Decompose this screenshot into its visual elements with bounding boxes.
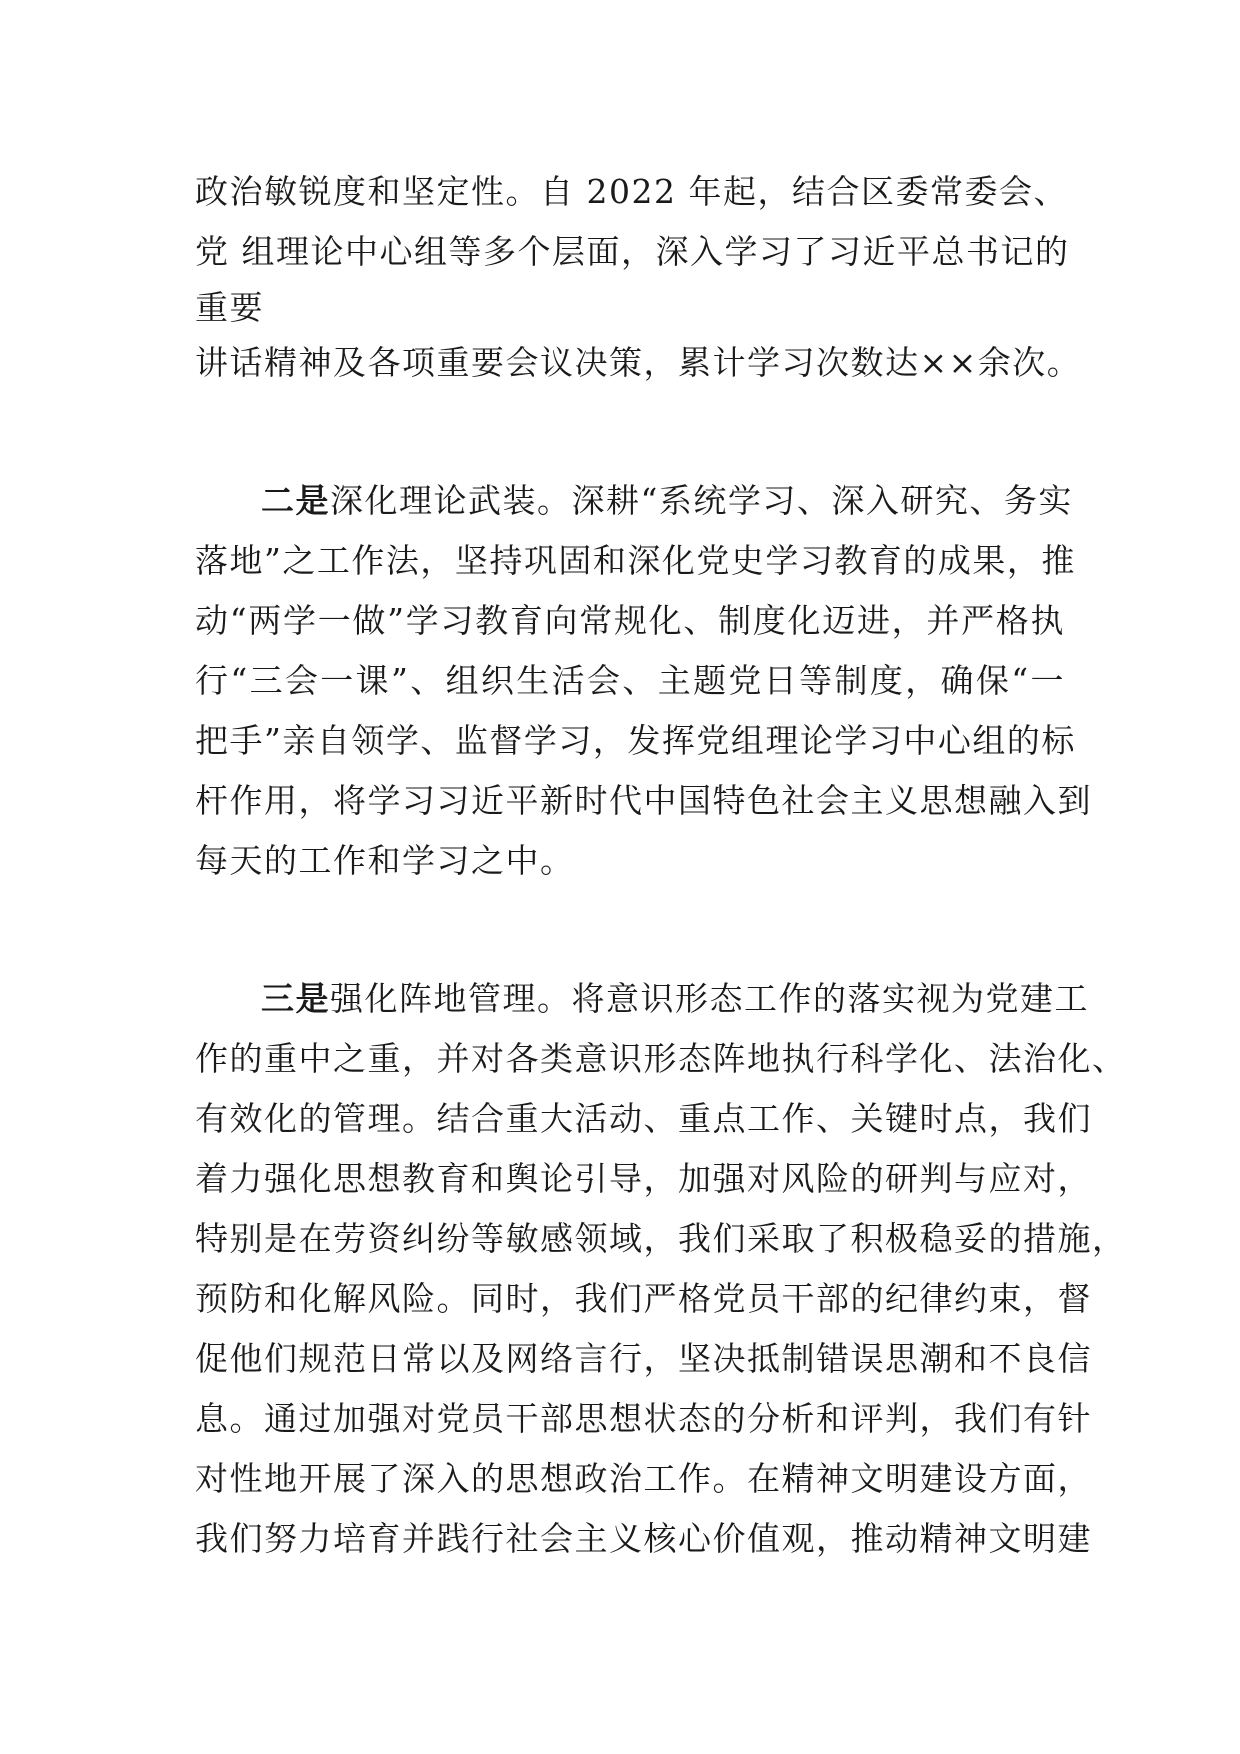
paragraph-line: 作的重中之重，并对各类意识形态阵地执行科学化、法治化、 [195,1039,1127,1078]
paragraph-line: 党 组理论中心组等多个层面，深入学习了习近平总书记的 [195,232,1070,271]
paragraph-line: 行“三会一课”、组织生活会、主题党日等制度，确保“一 [195,661,1065,700]
paragraph-line: 有效化的管理。结合重大活动、重点工作、关键时点，我们 [195,1099,1092,1138]
paragraph-spacer [195,393,1065,471]
paragraph-line: 每天的工作和学习之中。 [195,841,575,880]
paragraph-line-text: 深化理论武装。深耕“系统学习、深入研究、务实 [330,481,1073,520]
paragraph-line: 动“两学一做”学习教育向常规化、制度化迈进，并严格执 [195,601,1065,640]
paragraph-line: 促他们规范日常以及网络言行，坚决抵制错误思潮和不良信 [195,1339,1092,1378]
paragraph-line: 重要 [195,288,264,327]
paragraph-1 [195,162,1082,393]
paragraph-first-line [195,969,1089,1029]
paragraph-lead: 三是 [261,979,330,1018]
paragraph-line: 把手”亲自领学、监督学习，发挥党组理论学习中心组的标 [195,721,1076,760]
paragraph-line: 特别是在劳资纠纷等敏感领域，我们采取了积极稳妥的措施， [195,1219,1127,1258]
paragraph-spacer [195,891,1065,969]
paragraph-line: 政治敏锐度和坚定性。自 2022 年起，结合区委常委会、 [195,172,1068,211]
document-body [195,162,1127,1569]
paragraph-2 [195,471,1092,891]
paragraph-line-text: 强化阵地管理。将意识形态工作的落实视为党建工 [330,979,1089,1018]
paragraph-line: 预防和化解风险。同时，我们严格党员干部的纪律约束，督 [195,1279,1092,1318]
paragraph-line: 着力强化思想教育和舆论引导，加强对风险的研判与应对， [195,1159,1092,1198]
paragraph-first-line [195,471,1073,531]
paragraph-3 [195,969,1127,1569]
paragraph-line: 我们努力培育并践行社会主义核心价值观，推动精神文明建 [195,1519,1092,1558]
paragraph-line: 落地”之工作法，坚持巩固和深化党史学习教育的成果，推 [195,541,1076,580]
paragraph-line: 杆作用，将学习习近平新时代中国特色社会主义思想融入到 [195,781,1092,820]
paragraph-line: 对性地开展了深入的思想政治工作。在精神文明建设方面， [195,1459,1092,1498]
paragraph-lead: 二是 [261,481,330,520]
paragraph-line: 息。通过加强对党员干部思想状态的分析和评判，我们有针 [195,1399,1092,1438]
paragraph-line: 讲话精神及各项重要会议决策，累计学习次数达××余次。 [195,343,1082,382]
